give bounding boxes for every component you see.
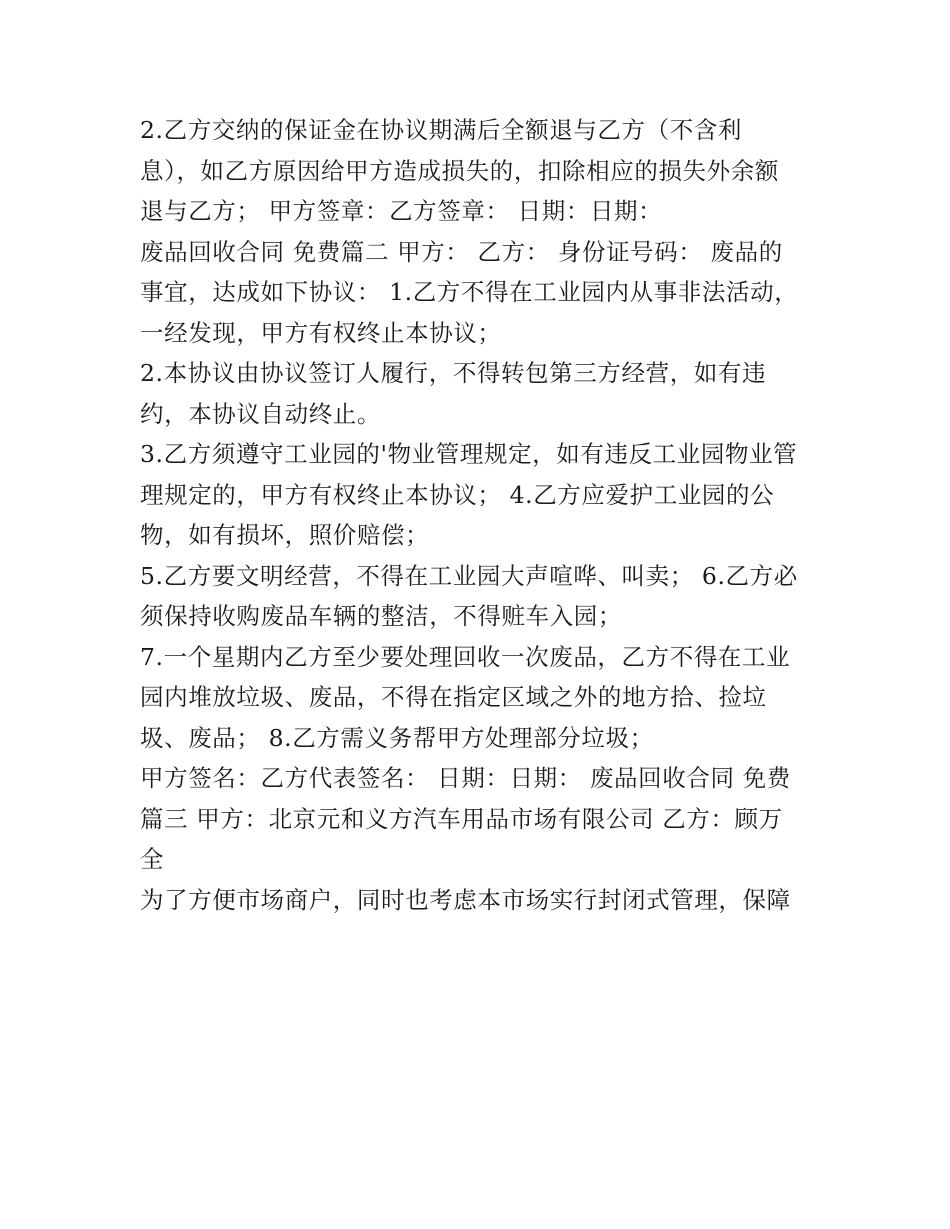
text-line: 2.本协议由协议签订人履行，不得转包第三方经营，如有违 bbox=[140, 359, 767, 387]
paragraph-signatures-contract-three bbox=[140, 758, 830, 880]
text-line: 事宜，达成如下协议： 1.乙方不得在工业园内从事非法活动， bbox=[140, 278, 799, 306]
text-line: 息），如乙方原因给甲方造成损失的，扣除相应的损失外余额 bbox=[140, 156, 779, 185]
text-line: 退与乙方； 甲方签章：乙方签章： 日期：日期： bbox=[140, 197, 663, 225]
text-line: 全 bbox=[140, 845, 165, 873]
text-line: 约，本协议自动终止。 bbox=[140, 399, 381, 428]
paragraph-market-preamble bbox=[140, 880, 830, 921]
text-line: 5.乙方要文明经营，不得在工业园大声喧哗、叫卖； 6.乙方必 bbox=[140, 561, 798, 590]
text-line: 3.乙方须遵守工业园的'物业管理规定，如有违反工业园物业管 bbox=[140, 440, 798, 468]
paragraph-deposit-refund bbox=[140, 110, 830, 232]
text-line: 篇三 甲方：北京元和义方汽车用品市场有限公司 乙方：顾万 bbox=[140, 804, 783, 833]
text-line: 园内堆放垃圾、废品，不得在指定区域之外的地方拾、捡垃 bbox=[140, 683, 767, 711]
document-body bbox=[140, 110, 830, 920]
text-line: 一经发现，甲方有权终止本协议； bbox=[140, 318, 502, 347]
paragraph-clause-2 bbox=[140, 353, 830, 434]
paragraph-contract-two-intro bbox=[140, 232, 830, 354]
text-line: 废品回收合同 免费篇二 甲方： 乙方： 身份证号码： 废品的 bbox=[140, 237, 783, 266]
paragraph-clause-5-6 bbox=[140, 556, 830, 637]
text-line: 为了方便市场商户，同时也考虑本市场实行封闭式管理，保障 bbox=[140, 885, 791, 914]
text-line: 2.乙方交纳的保证金在协议期满后全额退与乙方（不含利 bbox=[140, 116, 743, 144]
text-line: 物，如有损坏，照价赔偿； bbox=[140, 521, 430, 549]
paragraph-clause-7-8 bbox=[140, 637, 830, 759]
text-line: 7.一个星期内乙方至少要处理回收一次废品，乙方不得在工业 bbox=[140, 642, 791, 671]
text-line: 甲方签名：乙方代表签名： 日期：日期： 废品回收合同 免费 bbox=[140, 764, 791, 792]
text-line: 须保持收购废品车辆的整洁，不得赃车入园； bbox=[140, 602, 622, 630]
text-line: 理规定的，甲方有权终止本协议； 4.乙方应爱护工业园的公 bbox=[140, 480, 775, 509]
text-line: 圾、废品； 8.乙方需义务帮甲方处理部分垃圾； bbox=[140, 723, 654, 752]
paragraph-clause-3-4 bbox=[140, 434, 830, 556]
